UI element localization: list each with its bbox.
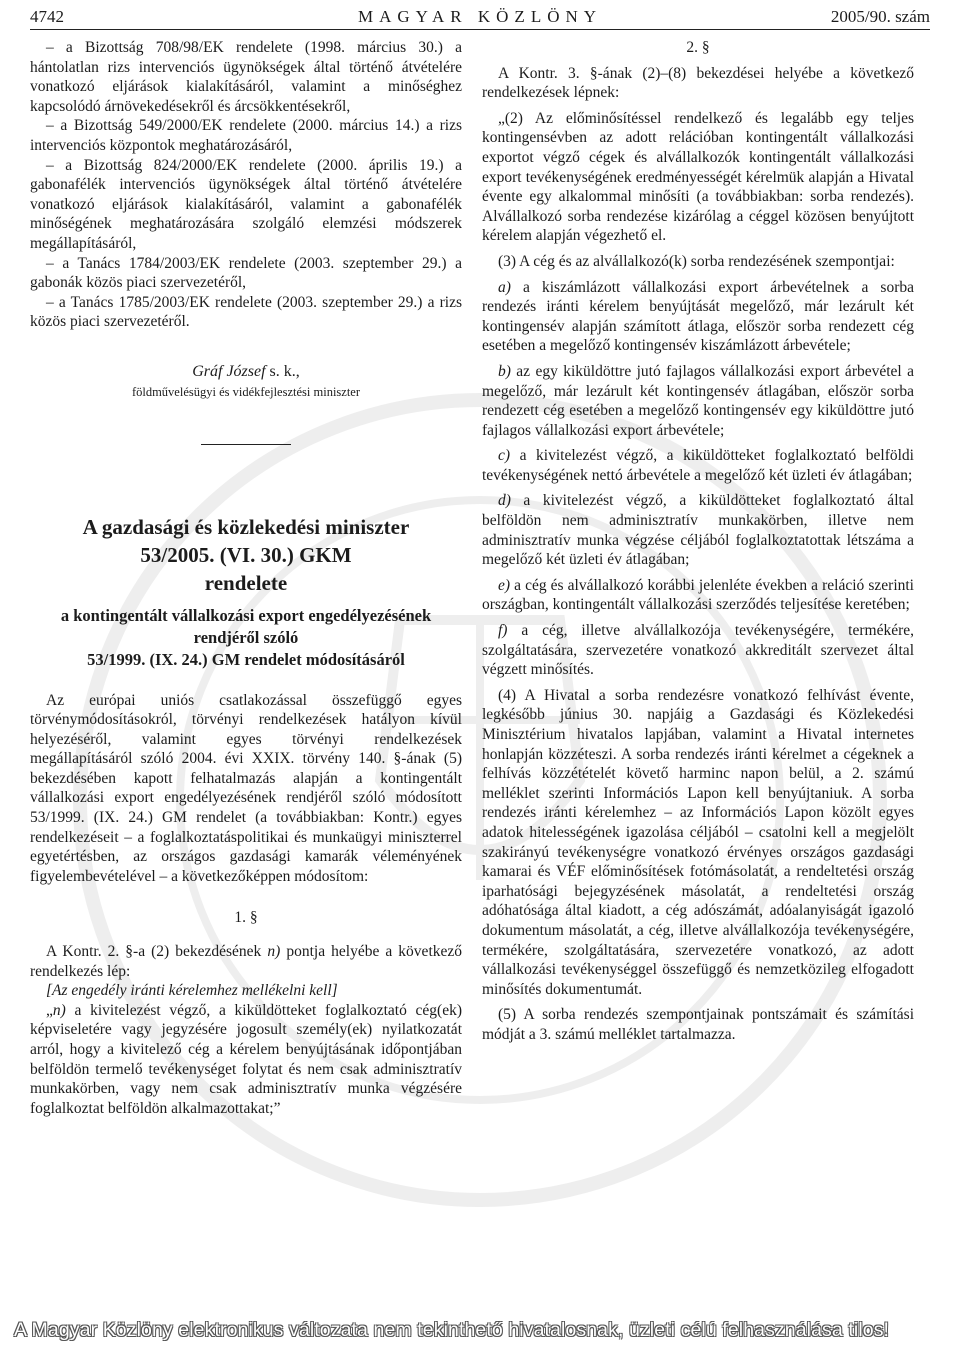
point-letter: f): [498, 622, 508, 640]
text-run: a cég, illetve alvállalkozója tevékenységére, termékére, szolgáltatására, szervezetére vonatkozó akkreditált szervezet által végzett minősítés.: [482, 622, 914, 679]
text-run: A Kontr. 2. §-a (2) bekezdésének: [46, 943, 268, 961]
point-letter: a): [498, 278, 511, 296]
regulation-item: – a Bizottság 549/2000/EK rendelete (2000. március 14.) a rizs intervenciós központok meghatározásáról,: [30, 117, 462, 154]
signature: [30, 362, 462, 382]
point-letter: n): [267, 943, 281, 961]
header-rule: [30, 29, 930, 30]
right-column: [482, 38, 914, 1045]
decree-number: 53/2005. (VI. 30.) GKM: [140, 542, 352, 567]
list-item: [482, 576, 914, 615]
list-item: [482, 491, 914, 569]
point-letter: n): [52, 1001, 66, 1019]
decree-subject: [30, 605, 462, 671]
text-run: a kivitelezést végző, a kiküldötteket foglalkoztató belföldi tevékenységének nettó árbevétele a megelőző két üzleti év átlagában;: [482, 447, 914, 484]
quote-mark: „: [46, 1001, 53, 1019]
paragraph: (5) A sorba rendezés szempontjainak pontszámait és számítási módját a 3. számú melléklet tartalmazza.: [482, 1006, 914, 1043]
signature-role: földművelésügyi és vidékfejlesztési miniszter: [131, 384, 361, 399]
minister-title: A gazdasági és közlekedési miniszter: [82, 514, 410, 539]
left-column: [30, 38, 462, 1118]
point-letter: e): [498, 576, 511, 594]
list-item: [482, 362, 914, 440]
amended-point: [30, 1001, 462, 1119]
section-heading: 1. §: [234, 909, 258, 927]
point-letter: c): [498, 447, 511, 465]
footer-disclaimer: A Magyar Közlöny elektronikus változata nem tekinthető hivatalosnak, üzleti célú felhasználása tilos!: [14, 1319, 890, 1341]
text-run: a kivitelezést végző, a kiküldötteket foglalkoztató cég(ek) képviseletére vagy jegyzésére jogosult személy(ek) nyilatkozatát arról, hogy a kivitelező cég a kérelem benyújtásának időpontjában belföldön termelő tevékenységet folytat és nem csak adminisztratív munkakörben, vagy nem csak adminisztratív munka végzésére foglalkoztat belföldön alkalmazottakat;”: [30, 1001, 462, 1117]
regulation-item: – a Bizottság 824/2000/EK rendelete (2000. április 19.) a gabonafélék intervenciós ügynökségek által történő átvételére vonatkozó eljárások kialakításáról, valamint a gabonafélék minőségének meghatározására szolgáló elemzési módszerek megállapításáról,: [30, 156, 462, 252]
section-separator: [201, 444, 291, 445]
regulation-item: – a Tanács 1785/2003/EK rendelete (2003. szeptember 29.) a rizs közös piaci szervezetéről.: [30, 293, 462, 331]
decree-subject-line: a kontingentált vállalkozási export engedélyezésének rendjéről szóló: [60, 605, 432, 647]
text-run: a kiszámlázott vállalkozási export árbevételnek a sorba rendezés iránti kérelem benyújtását megelőző, már lezárult két kontingensév alapján számított átlaga, először sorba rendezett cég esetében a megelőző kontingensév kiszámlázott árbevétele;: [482, 278, 914, 355]
point-letter: d): [498, 492, 511, 510]
regulation-item: – a Tanács 1784/2003/EK rendelete (2003. szeptember 29.) a gabonák közös piaci szervezetéről,: [30, 254, 462, 292]
text-run: a cég és alvállalkozó korábbi jelenléte években a reláció szerinti országban, kontingentált vállalkozási szerződés teljesítése keretében;: [482, 576, 914, 614]
text-run: az egy kiküldöttre jutó fajlagos vállalkozási export árbevétel a megelőző, már lezárult két kontingensév átlagában, először sorba rendezett cég esetében a megelőző kontingensév egy kiküldöttre jutó fajlagos vállalkozási export árbevétele;: [482, 362, 914, 439]
decree-subject-line: 53/1999. (IX. 24.) GM rendelet módosításáról: [87, 649, 405, 669]
list-item: [482, 278, 914, 356]
paragraph: „(2) Az előminősítéssel rendelkező és legalább egy teljes kontingensévben az adott relációban kontingentált vállalkozási exportot végző cégek és alvállalkozók kontingentált vállalkozási export tevékenységének eredményességét kérelmük alapján a Hivatal évente egy alkalommal minősíti (a továbbiakban: sorba rendezés). Alvállalkozó sorba rendezése kizárólag a céggel közösen benyújtott kérelem alapján végezhető el.: [482, 109, 914, 245]
decree-word: rendelete: [204, 570, 288, 595]
paragraph: (3) A cég és az alvállalkozó(k) sorba rendezésének szempontjai:: [498, 252, 895, 270]
issue-number: 2005/90. szám: [830, 7, 930, 26]
point-letter: b): [498, 362, 511, 380]
bracket-note: [30, 981, 462, 1001]
list-item: [482, 446, 914, 485]
amendment-intro: [30, 942, 462, 981]
text-run: a kivitelezést végző, a kiküldötteket foglalkoztató által belföldön nem adminisztratív munkakörben, illetve nem adminisztratív munka végzése céljából foglalkoztatottak létszáma a megelőző két üzleti év átlagában;: [482, 492, 914, 569]
page-number: 4742: [30, 7, 64, 26]
signature-suffix: s. k.,: [265, 362, 300, 380]
bracket-text: [Az engedély iránti kérelemhez mellékelni kell]: [46, 982, 338, 1000]
section-heading: 2. §: [686, 39, 710, 56]
page-header: [30, 6, 930, 28]
preamble: Az európai uniós csatlakozással összefüggő egyes törvénymódosításokról, törvényi rendelkezések hatályon kívül helyezéséről, valamint egyes törvényi rendelkezések megállapításáról szóló 2004. évi XXIX. törvény 140. §-ának (5) bekezdésében kapott felhatalmazás alapján a kontingentált vállalkozási export engedélyezésének rendjéről szóló módosított 53/1999. (IX. 24.) GM rendelet (a továbbiakban: Kontr.) egyes rendelkezéseit – a foglalkoztatáspolitikai és munkaügyi miniszterrel egyetértésben, az országos gazdasági kamarák véleményének figyelembevételével – a következőképpen módosítom:: [30, 691, 462, 885]
signature-name: Gráf József: [192, 362, 266, 380]
paragraph: (4) A Hivatal a sorba rendezésre vonatkozó felhívást évente, legkésőbb június 30. napjáig a Gazdasági és Közlekedési Minisztérium hivatalos lapjában, valamint a Hivatal internetes honlapján közzéteszi. A sorba rendezés iránti kérelmet a cégeknek a felhívás közzétételét követő harminc napon belül, a 2. számú melléklet szerinti Információs Lapon kell benyújtaniuk. A sorba rendezés iránti kérelemhez – az Információs Lapon közölt egyes adatok hitelességének igazolása céljából – csatolni kell a megjelölt szakirányú tevékenységre vonatkozó érvényes országos gazdasági kamarai és VÉF előminősítések fotómásolatát, a rendeltetési ország iparhatósági bejegyzésének másolatát, a rendeltetési ország adóhatósága által kiadott, a cég adószámát, adóalanyiságát igazoló dokumentum másolatát, a cég, illetve alvállalkozója tevékenységére, termékére, szolgáltatására, szervezetére vonatkozó, az adott vállalkozási tevékenységgel összefüggő és nemzetközileg elfogadott minősítés dokumentumát.: [482, 686, 914, 998]
text-run: pontja helyébe a következő rendelkezés lép:: [30, 943, 463, 980]
list-item: [482, 621, 914, 680]
regulation-item: – a Bizottság 708/98/EK rendelete (1998. március 30.) a hántolatlan rizs intervenciós ügynökségek által történő átvételére vonatkozó eljárások kialakításáról, valamint a minőséghez kapcsolódó árnövekedésekről és árcsökkentésekről,: [30, 39, 462, 115]
journal-title: MAGYAR KÖZLÖNY: [357, 7, 603, 26]
amendment-intro: A Kontr. 3. §-ának (2)–(8) bekezdései helyébe a következő rendelkezések lépnek:: [482, 64, 914, 102]
